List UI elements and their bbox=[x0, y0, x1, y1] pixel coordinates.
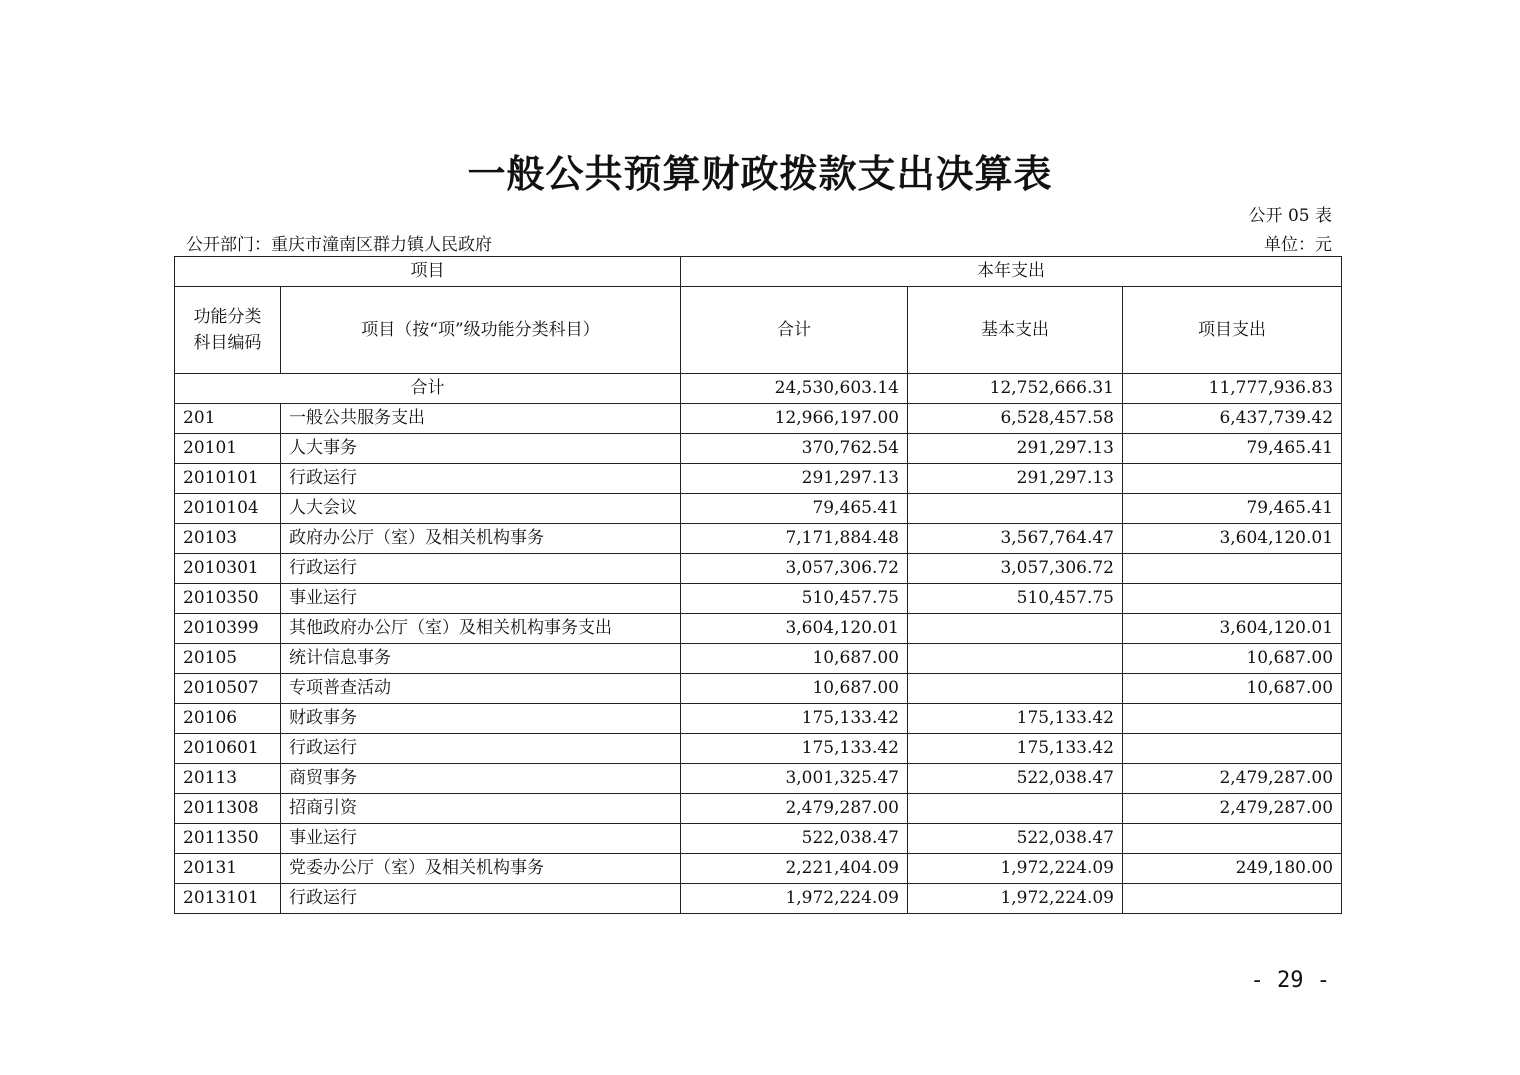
table-row bbox=[175, 764, 1342, 794]
document-title: 一般公共预算财政拨款支出决算表 bbox=[467, 151, 1053, 196]
row-total: 291,297.13 bbox=[681, 464, 908, 494]
total-amount: 24,530,603.14 bbox=[681, 374, 908, 404]
row-code: 20103 bbox=[175, 524, 281, 554]
row-code: 2010601 bbox=[175, 734, 281, 764]
row-code: 2010101 bbox=[175, 464, 281, 494]
row-project: 6,437,739.42 bbox=[1123, 404, 1342, 434]
row-project bbox=[1123, 704, 1342, 734]
row-project bbox=[1123, 554, 1342, 584]
total-label: 合计 bbox=[175, 374, 681, 404]
row-project bbox=[1123, 824, 1342, 854]
page-number: - 29 - bbox=[1250, 968, 1330, 993]
row-basic: 3,567,764.47 bbox=[908, 524, 1123, 554]
row-total: 2,221,404.09 bbox=[681, 854, 908, 884]
row-name: 事业运行 bbox=[281, 584, 681, 614]
row-total: 3,604,120.01 bbox=[681, 614, 908, 644]
table-row bbox=[175, 614, 1342, 644]
row-project: 3,604,120.01 bbox=[1123, 524, 1342, 554]
row-code: 20131 bbox=[175, 854, 281, 884]
row-project bbox=[1123, 464, 1342, 494]
row-name: 行政运行 bbox=[281, 554, 681, 584]
header-project-expense: 项目支出 bbox=[1123, 287, 1342, 374]
total-row bbox=[175, 374, 1342, 404]
row-total: 10,687.00 bbox=[681, 674, 908, 704]
table-row bbox=[175, 884, 1342, 914]
row-code: 2013101 bbox=[175, 884, 281, 914]
row-total: 522,038.47 bbox=[681, 824, 908, 854]
row-code: 20113 bbox=[175, 764, 281, 794]
row-code: 20101 bbox=[175, 434, 281, 464]
header-total: 合计 bbox=[681, 287, 908, 374]
row-project: 79,465.41 bbox=[1123, 494, 1342, 524]
row-basic bbox=[908, 494, 1123, 524]
row-basic: 291,297.13 bbox=[908, 434, 1123, 464]
row-total: 12,966,197.00 bbox=[681, 404, 908, 434]
table-row bbox=[175, 554, 1342, 584]
budget-table bbox=[174, 256, 1342, 914]
row-total: 510,457.75 bbox=[681, 584, 908, 614]
row-basic bbox=[908, 644, 1123, 674]
row-name: 人大事务 bbox=[281, 434, 681, 464]
row-code: 2010301 bbox=[175, 554, 281, 584]
row-basic bbox=[908, 674, 1123, 704]
row-basic bbox=[908, 614, 1123, 644]
row-name: 专项普查活动 bbox=[281, 674, 681, 704]
row-total: 3,001,325.47 bbox=[681, 764, 908, 794]
header-current-year: 本年支出 bbox=[681, 257, 1342, 287]
row-name: 一般公共服务支出 bbox=[281, 404, 681, 434]
row-total: 7,171,884.48 bbox=[681, 524, 908, 554]
row-name: 其他政府办公厅（室）及相关机构事务支出 bbox=[281, 614, 681, 644]
row-code: 2010507 bbox=[175, 674, 281, 704]
row-code: 201 bbox=[175, 404, 281, 434]
row-name: 政府办公厅（室）及相关机构事务 bbox=[281, 524, 681, 554]
row-code: 20106 bbox=[175, 704, 281, 734]
row-basic: 291,297.13 bbox=[908, 464, 1123, 494]
row-project: 2,479,287.00 bbox=[1123, 794, 1342, 824]
table-row bbox=[175, 494, 1342, 524]
row-name: 招商引资 bbox=[281, 794, 681, 824]
row-code: 2010399 bbox=[175, 614, 281, 644]
row-total: 370,762.54 bbox=[681, 434, 908, 464]
row-basic: 3,057,306.72 bbox=[908, 554, 1123, 584]
table-row bbox=[175, 404, 1342, 434]
row-basic: 175,133.42 bbox=[908, 704, 1123, 734]
table-row bbox=[175, 464, 1342, 494]
row-total: 79,465.41 bbox=[681, 494, 908, 524]
department-label: 公开部门：重庆市潼南区群力镇人民政府 bbox=[186, 235, 492, 255]
row-basic: 510,457.75 bbox=[908, 584, 1123, 614]
row-project bbox=[1123, 884, 1342, 914]
row-name: 行政运行 bbox=[281, 464, 681, 494]
row-basic: 1,972,224.09 bbox=[908, 854, 1123, 884]
row-name: 事业运行 bbox=[281, 824, 681, 854]
table-row bbox=[175, 644, 1342, 674]
form-number: 公开 05 表 bbox=[1248, 206, 1332, 226]
row-name: 财政事务 bbox=[281, 704, 681, 734]
row-basic: 522,038.47 bbox=[908, 764, 1123, 794]
row-project: 3,604,120.01 bbox=[1123, 614, 1342, 644]
row-basic: 6,528,457.58 bbox=[908, 404, 1123, 434]
row-total: 3,057,306.72 bbox=[681, 554, 908, 584]
row-code: 2011350 bbox=[175, 824, 281, 854]
total-project: 11,777,936.83 bbox=[1123, 374, 1342, 404]
row-code: 2010350 bbox=[175, 584, 281, 614]
row-total: 2,479,287.00 bbox=[681, 794, 908, 824]
row-name: 行政运行 bbox=[281, 884, 681, 914]
row-basic: 175,133.42 bbox=[908, 734, 1123, 764]
row-project: 249,180.00 bbox=[1123, 854, 1342, 884]
table-row bbox=[175, 824, 1342, 854]
row-name: 商贸事务 bbox=[281, 764, 681, 794]
row-project: 79,465.41 bbox=[1123, 434, 1342, 464]
table-row bbox=[175, 704, 1342, 734]
row-total: 1,972,224.09 bbox=[681, 884, 908, 914]
header-item: 项目（按“项”级功能分类科目） bbox=[281, 287, 681, 374]
header-row-2 bbox=[175, 287, 1342, 374]
row-project: 10,687.00 bbox=[1123, 644, 1342, 674]
row-basic bbox=[908, 794, 1123, 824]
table-row bbox=[175, 674, 1342, 704]
header-basic: 基本支出 bbox=[908, 287, 1123, 374]
row-project bbox=[1123, 584, 1342, 614]
total-basic: 12,752,666.31 bbox=[908, 374, 1123, 404]
header-row-1 bbox=[175, 257, 1342, 287]
row-code: 20105 bbox=[175, 644, 281, 674]
unit-label: 单位：元 bbox=[1264, 235, 1332, 255]
table-row bbox=[175, 524, 1342, 554]
row-name: 行政运行 bbox=[281, 734, 681, 764]
table-row bbox=[175, 434, 1342, 464]
row-code: 2010104 bbox=[175, 494, 281, 524]
row-project: 2,479,287.00 bbox=[1123, 764, 1342, 794]
table-row bbox=[175, 734, 1342, 764]
row-project: 10,687.00 bbox=[1123, 674, 1342, 704]
header-code: 功能分类科目编码 bbox=[175, 287, 281, 374]
header-project: 项目 bbox=[175, 257, 681, 287]
row-total: 10,687.00 bbox=[681, 644, 908, 674]
table-row bbox=[175, 854, 1342, 884]
row-basic: 1,972,224.09 bbox=[908, 884, 1123, 914]
row-total: 175,133.42 bbox=[681, 734, 908, 764]
table-row bbox=[175, 584, 1342, 614]
row-code: 2011308 bbox=[175, 794, 281, 824]
table-row bbox=[175, 794, 1342, 824]
row-name: 人大会议 bbox=[281, 494, 681, 524]
row-name: 党委办公厅（室）及相关机构事务 bbox=[281, 854, 681, 884]
row-project bbox=[1123, 734, 1342, 764]
row-total: 175,133.42 bbox=[681, 704, 908, 734]
row-name: 统计信息事务 bbox=[281, 644, 681, 674]
row-basic: 522,038.47 bbox=[908, 824, 1123, 854]
